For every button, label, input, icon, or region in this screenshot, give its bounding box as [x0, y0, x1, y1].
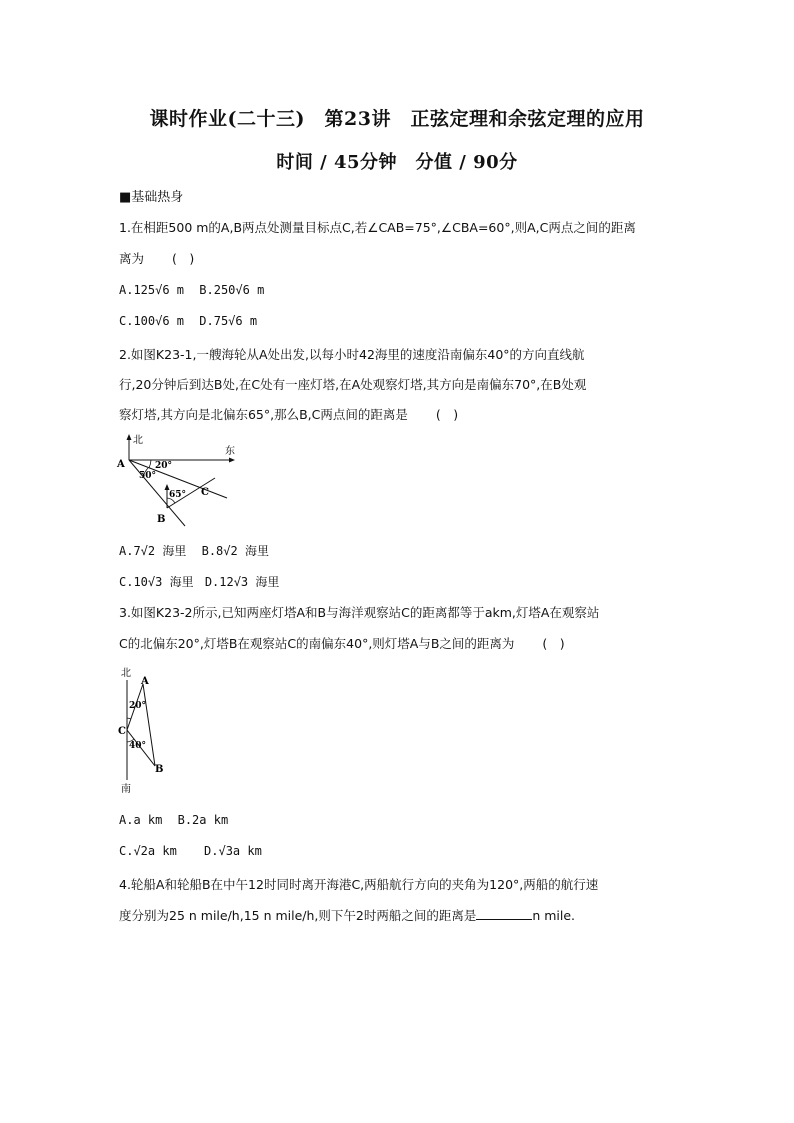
q2-option-c: C.10√3 海里 [119, 575, 194, 589]
q1-option-b: B.250√6 m [199, 283, 265, 297]
q1-option-a: A.125√6 m [119, 283, 185, 297]
q2-option-d: D.12√3 海里 [204, 575, 280, 589]
fig1-north-label: 北 [133, 435, 143, 446]
q1-option-d: D.75√6 m [199, 314, 258, 328]
q1-line1: 1.在相距500 m的A,B两点处测量目标点C,若∠CAB=75°,∠CBA=60°,则A,C两点之间的距离 [119, 220, 636, 235]
q1-line2 [119, 249, 194, 267]
q1-option-c: C.100√6 m [119, 314, 185, 328]
fig1-point-a: A [117, 459, 125, 470]
q1-options-row2 [119, 314, 257, 328]
figure-k23-2 [115, 664, 175, 796]
q2-line3-text: 察灯塔,其方向是北偏东65°,那么B,C两点间的距离是 [119, 407, 408, 422]
fig1-angle-20: 20° [155, 461, 173, 471]
fig2-point-a: A [141, 676, 149, 687]
fig2-angle-20: 20° [129, 701, 147, 711]
fig1-point-c: C [201, 487, 209, 498]
q3-option-c: C.√2a km [119, 844, 177, 858]
page-subtitle: 时间 / 45分钟 分值 / 90分 [276, 152, 518, 173]
fig2-point-b: B [155, 764, 164, 775]
q2-option-b: B.8√2 海里 [201, 544, 269, 558]
section-heading: ■基础热身 [119, 190, 184, 205]
q3-answer-paren: ( ) [542, 636, 565, 651]
q3-line2-text: C的北偏东20°,灯塔B在观察站C的南偏东40°,则灯塔A与B之间的距离为 [119, 636, 515, 651]
q4-line1: 4.轮船A和轮船B在中午12时同时离开海港C,两船航行方向的夹角为120°,两船的航行速 [119, 877, 599, 892]
q1-options-row1 [119, 283, 264, 297]
fig1-angle-50: 50° [139, 471, 157, 481]
figure-k23-1 [115, 432, 245, 532]
q2-option-a: A.7√2 海里 [119, 544, 187, 558]
q1-answer-paren: ( ) [172, 251, 195, 266]
q2-line3 [119, 405, 458, 423]
fig1-east-label: 东 [225, 446, 235, 457]
q2-options-row2 [119, 573, 279, 590]
q4-answer-blank[interactable] [476, 909, 532, 920]
q1-line2-text: 离为 [119, 251, 145, 266]
q4-line2-text: 度分别为25 n mile/h,15 n mile/h,则下午2时两船之间的距离是 [119, 908, 477, 923]
q4-line2-unit: n mile. [532, 908, 576, 923]
q2-line2: 行,20分钟后到达B处,在C处有一座灯塔,在A处观察灯塔,其方向是南偏东70°,在B处观 [119, 377, 587, 392]
q3-options-row1 [119, 813, 228, 827]
fig2-north-label: 北 [121, 668, 131, 679]
fig1-angle-65: 65° [169, 490, 187, 500]
q4-line2 [119, 906, 575, 924]
q3-option-a: A.a km [119, 813, 163, 827]
q2-options-row1 [119, 542, 269, 559]
q3-option-d: D.√3a km [204, 844, 262, 858]
q2-line1: 2.如图K23-1,一艘海轮从A处出发,以每小时42海里的速度沿南偏东40°的方向直线航 [119, 347, 585, 362]
q3-option-b: B.2a km [177, 813, 229, 827]
q3-options-row2 [119, 844, 262, 858]
fig2-south-label: 南 [121, 784, 131, 795]
q3-line2 [119, 634, 565, 652]
page-title: 课时作业(二十三) 第23讲 正弦定理和余弦定理的应用 [149, 108, 645, 130]
fig2-angle-40: 40° [129, 741, 147, 751]
q2-answer-paren: ( ) [435, 407, 459, 422]
q3-line1: 3.如图K23-2所示,已知两座灯塔A和B与海洋观察站C的距离都等于akm,灯塔A在观察站 [119, 605, 600, 620]
fig1-point-b: B [157, 514, 166, 525]
fig2-point-c: C [118, 726, 126, 737]
